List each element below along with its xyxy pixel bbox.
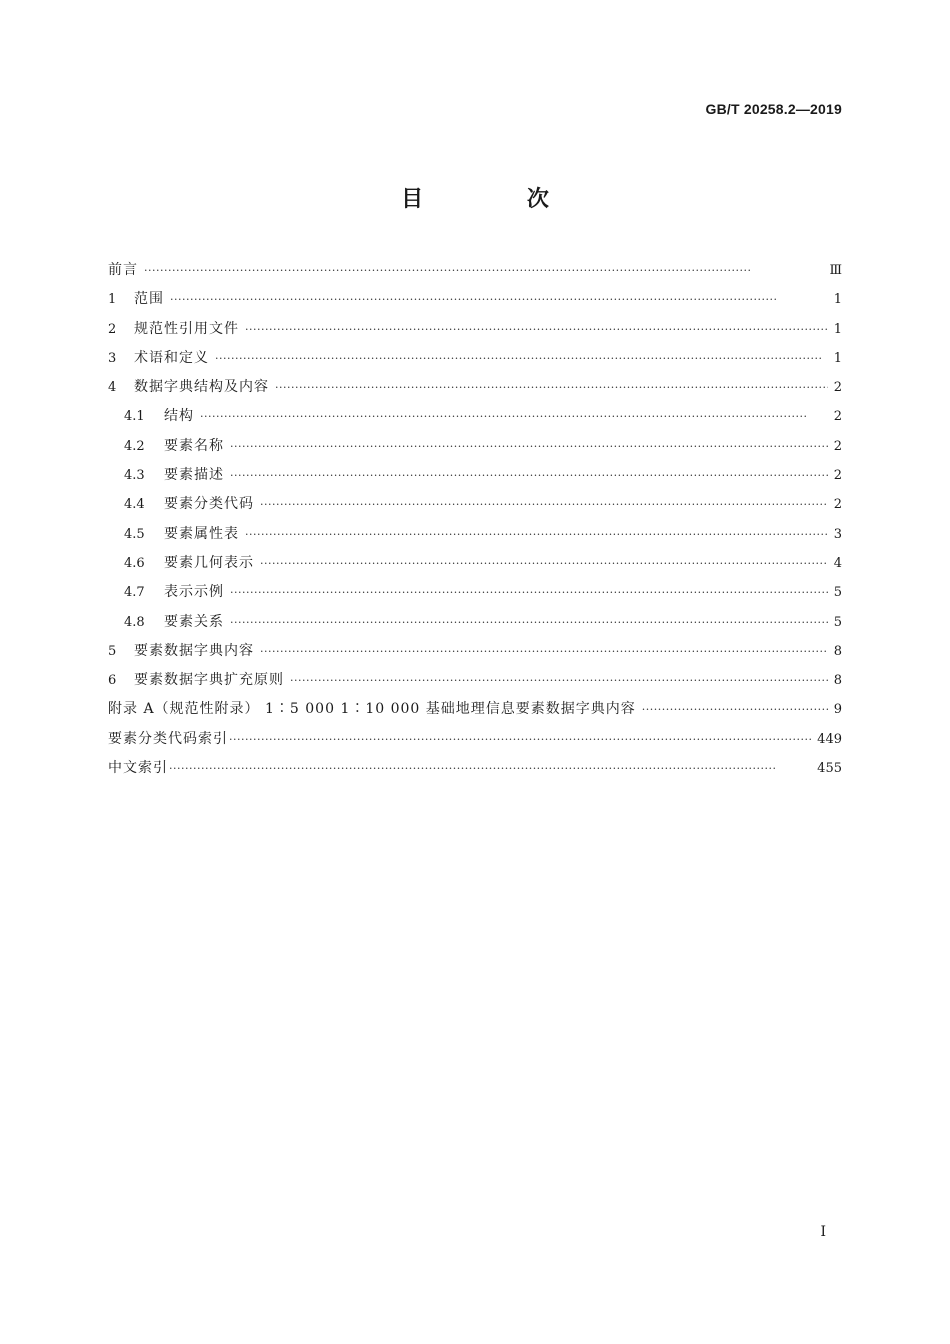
page-number: Ⅰ — [820, 1224, 826, 1240]
toc-leader-dots — [229, 725, 811, 754]
toc-leader-dots — [642, 695, 828, 724]
toc-leader-dots — [200, 402, 828, 431]
toc-leader-dots — [169, 754, 811, 783]
toc-leader-dots — [260, 490, 828, 519]
toc-entry-page: 2 — [833, 468, 842, 484]
toc-entry[interactable] — [108, 637, 842, 666]
toc-entry-number: 4.7 — [124, 585, 145, 601]
toc-entry-number: 5 — [108, 643, 117, 659]
toc-entry-label: 要素数据字典扩充原则 — [134, 672, 284, 689]
toc-entry[interactable] — [108, 344, 842, 373]
toc-leader-dots — [260, 637, 828, 666]
toc-entry-label: 要素几何表示 — [164, 554, 254, 571]
toc-entry-number: 4.3 — [124, 468, 145, 484]
toc-entry-page: 2 — [833, 380, 842, 396]
toc-entry[interactable] — [108, 315, 842, 344]
toc-leader-dots — [230, 608, 828, 637]
toc-entry-label: 要素名称 — [164, 437, 224, 454]
toc-entry-page: 1 — [833, 321, 842, 337]
toc-entry-page: 2 — [833, 497, 842, 513]
toc-entry-label: 附录 A（规范性附录） 1∶5 000 1∶10 000 基础地理信息要素数据字典内容 — [108, 701, 636, 718]
toc-entry-page: 2 — [833, 438, 842, 454]
toc-entry[interactable] — [108, 520, 842, 549]
toc-entry-page: 8 — [833, 643, 842, 659]
toc-entry-label: 规范性引用文件 — [134, 320, 239, 337]
toc-leader-dots — [245, 520, 828, 549]
toc-entry-label: 中文索引 — [108, 760, 168, 777]
toc-entry[interactable] — [108, 256, 842, 285]
toc-entry-number: 4.5 — [124, 526, 145, 542]
toc-entry-page: 5 — [833, 585, 842, 601]
toc-entry-number: 1 — [108, 292, 117, 308]
toc-entry[interactable] — [108, 666, 842, 695]
toc-entry-number: 4.2 — [124, 438, 145, 454]
toc-entry-number: 6 — [108, 673, 117, 689]
toc-leader-dots — [245, 315, 828, 344]
toc-entry-label: 要素属性表 — [164, 525, 239, 542]
toc-entry[interactable] — [108, 549, 842, 578]
toc-leader-dots — [290, 666, 828, 695]
toc-entry-page: 1 — [833, 350, 842, 366]
toc-entry-label: 要素关系 — [164, 613, 224, 630]
toc-entry[interactable] — [108, 285, 842, 314]
toc-entry-page: 3 — [833, 526, 842, 542]
toc-entry[interactable] — [108, 490, 842, 519]
toc-entry[interactable] — [108, 695, 842, 724]
toc-entry[interactable] — [108, 373, 842, 402]
toc-entry-page: 8 — [833, 673, 842, 689]
toc-entry-page: 5 — [833, 614, 842, 630]
toc-entry-label: 数据字典结构及内容 — [134, 379, 269, 396]
toc-entry-label: 术语和定义 — [134, 349, 209, 366]
toc-entry-label: 要素分类代码索引 — [108, 730, 228, 747]
toc-leader-dots — [230, 432, 828, 461]
table-of-contents — [108, 256, 842, 783]
toc-entry-number: 3 — [108, 350, 117, 366]
toc-leader-dots — [144, 256, 823, 285]
toc-entry-page: 1 — [833, 292, 842, 308]
toc-leader-dots — [230, 578, 828, 607]
document-code: GB/T 20258.2—2019 — [705, 101, 842, 117]
toc-entry[interactable] — [108, 754, 842, 783]
toc-entry-label: 范围 — [134, 291, 164, 308]
toc-entry-number: 4.6 — [124, 555, 145, 571]
page-title: 目 次 — [401, 187, 597, 212]
toc-entry[interactable] — [108, 402, 842, 431]
toc-leader-dots — [170, 285, 828, 314]
toc-entry-page: 2 — [833, 409, 842, 425]
toc-entry[interactable] — [108, 432, 842, 461]
toc-entry-label: 要素分类代码 — [164, 496, 254, 513]
toc-entry-number: 4.8 — [124, 614, 145, 630]
toc-leader-dots — [230, 461, 828, 490]
toc-entry-number: 4.4 — [124, 497, 145, 513]
toc-entry-label: 要素描述 — [164, 467, 224, 484]
toc-entry-label: 表示示例 — [164, 584, 224, 601]
toc-entry-label: 结构 — [164, 408, 194, 425]
toc-leader-dots — [215, 344, 828, 373]
toc-entry[interactable] — [108, 461, 842, 490]
toc-entry[interactable] — [108, 608, 842, 637]
toc-entry[interactable] — [108, 725, 842, 754]
toc-leader-dots — [260, 549, 828, 578]
toc-entry-label: 前言 — [108, 262, 138, 278]
toc-entry-page: 449 — [817, 731, 842, 747]
toc-entry-page: 9 — [833, 702, 842, 718]
toc-entry-label: 要素数据字典内容 — [134, 642, 254, 659]
toc-leader-dots — [275, 373, 828, 402]
toc-entry[interactable] — [108, 578, 842, 607]
toc-entry-number: 4.1 — [124, 409, 145, 425]
toc-entry-number: 4 — [108, 380, 117, 396]
toc-entry-page: 455 — [817, 761, 842, 777]
toc-entry-page: Ⅲ — [829, 263, 842, 278]
toc-entry-number: 2 — [108, 321, 117, 337]
toc-entry-page: 4 — [833, 555, 842, 571]
